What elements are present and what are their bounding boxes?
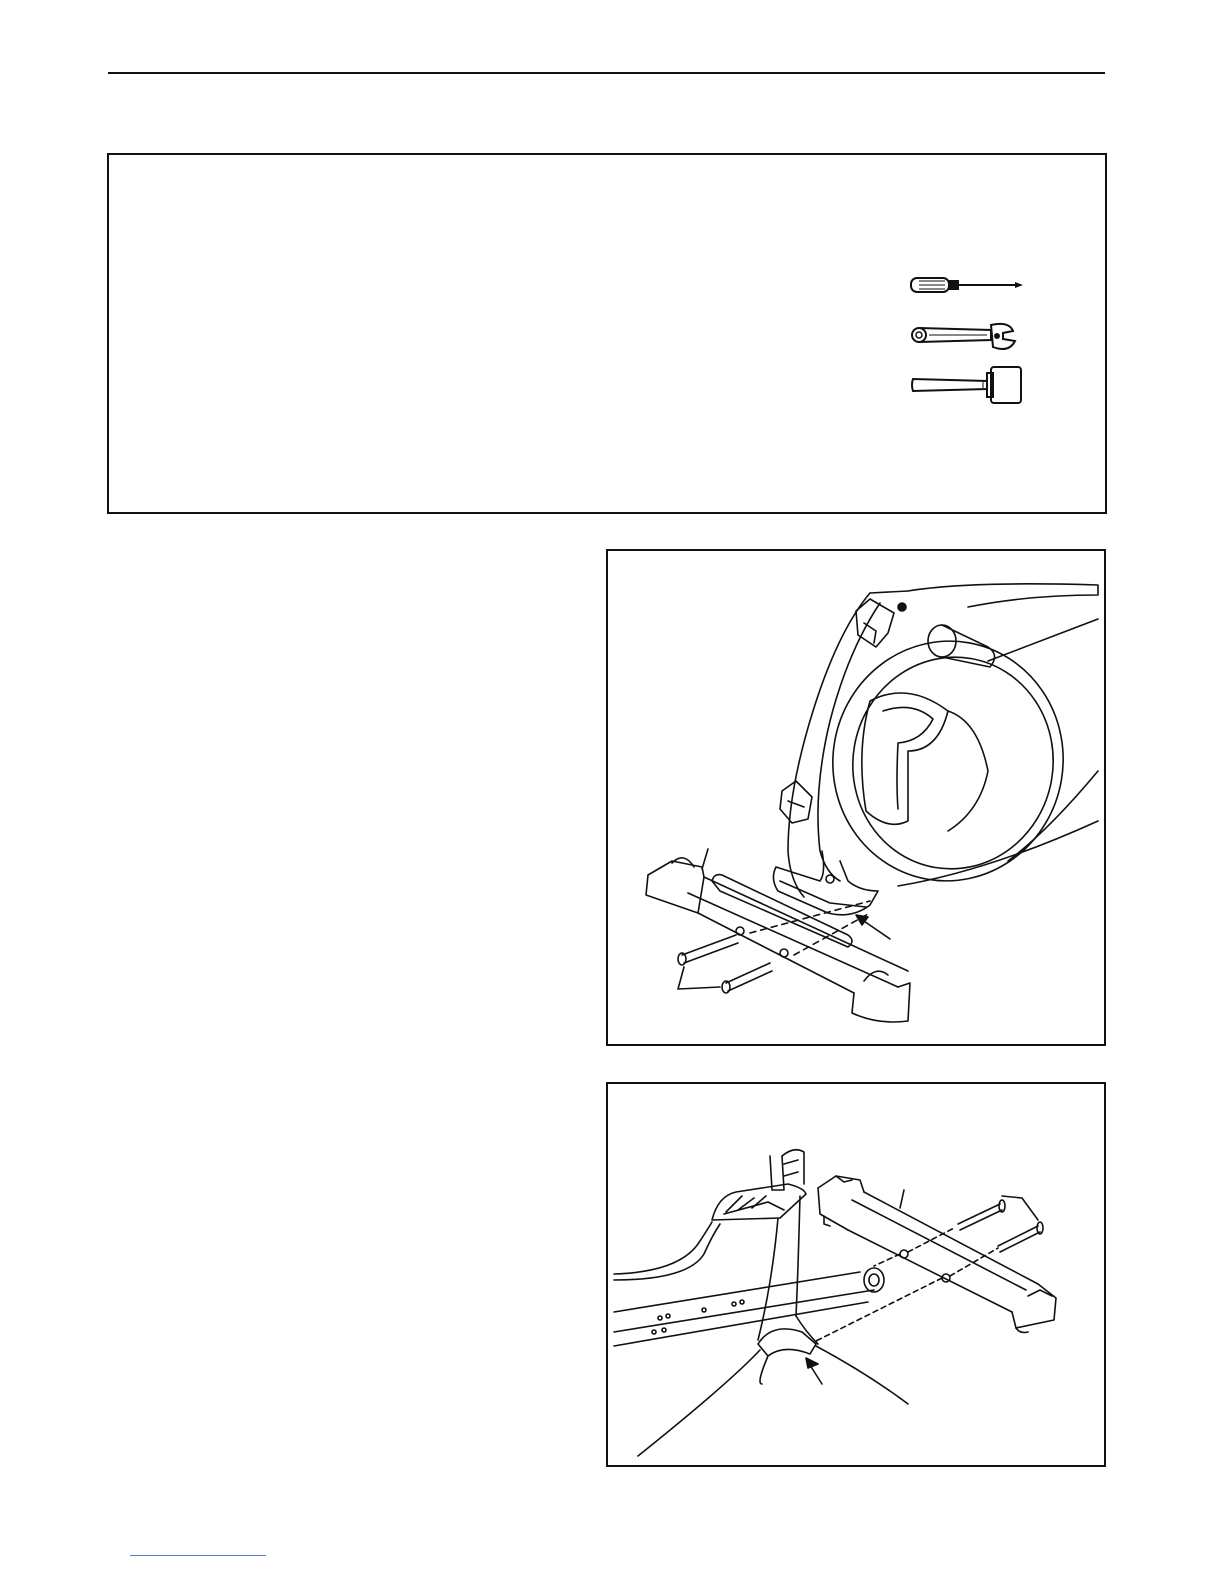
figure-2-drawing <box>608 1084 1104 1465</box>
rubber-mallet-icon <box>909 365 1031 405</box>
tools-panel <box>107 153 1107 514</box>
figure-2-rear-stabilizer <box>606 1082 1106 1467</box>
footer-link-underline <box>130 1555 266 1556</box>
adjustable-wrench-icon <box>909 317 1031 357</box>
figure-1-drawing <box>608 551 1104 1044</box>
figure-1-front-stabilizer <box>606 549 1106 1046</box>
phillips-screwdriver-icon <box>909 273 1031 297</box>
header-rule <box>108 72 1105 74</box>
